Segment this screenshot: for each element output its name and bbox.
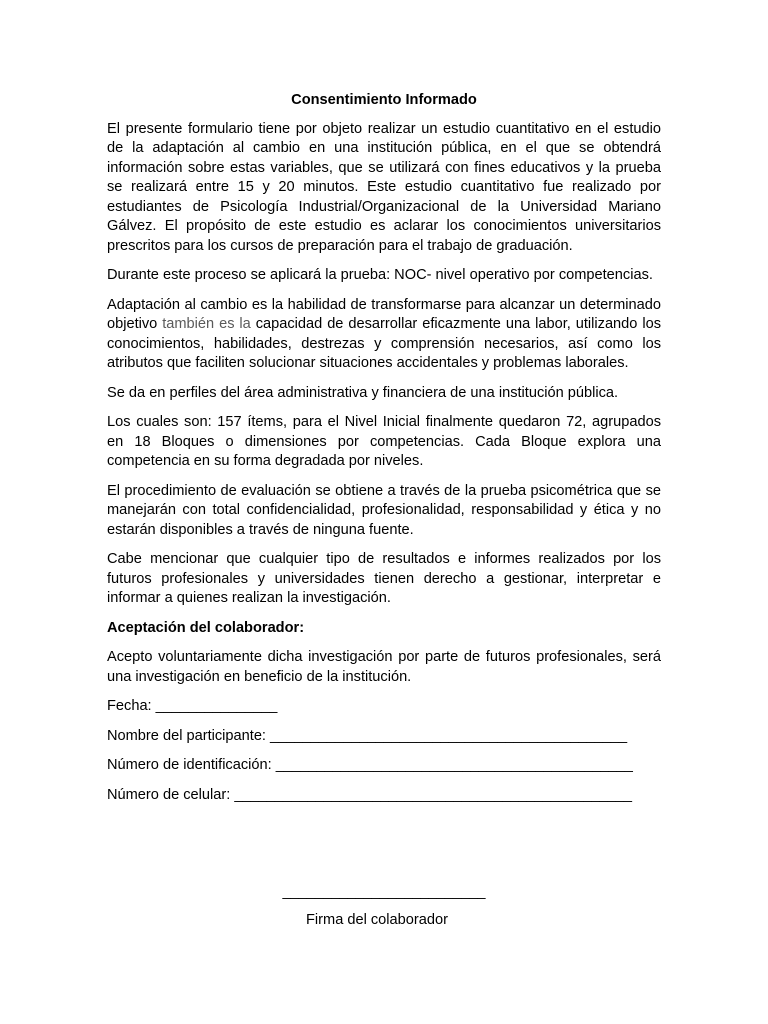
paragraph-items: Los cuales son: 157 ítems, para el Nivel Inicial finalmente quedaron 72, agrupados en 18 Bloques o dimensiones por competencias. Cada Bloque explora una competencia en su forma degradada por niveles. bbox=[107, 414, 661, 469]
acceptance-text: Acepto voluntariamente dicha investigación por parte de futuros profesionales, será una investigación en beneficio de la institución. bbox=[107, 649, 661, 685]
id-number-field[interactable]: Número de identificación: ____________________________________________ bbox=[107, 757, 633, 773]
paragraph-results: Cabe mencionar que cualquier tipo de resultados e informes realizados por los futuros profesionales y universidades tienen derecho a gestionar, interpretar e informar a quienes realizan la investigación. bbox=[107, 551, 661, 606]
participant-name-field[interactable]: Nombre del participante: ____________________________________________ bbox=[107, 727, 628, 744]
paragraph-procedure: El procedimiento de evaluación se obtiene a través de la prueba psicométrica que se manejarán con total confidencialidad, profesionalidad, responsabilidad y ética y no estarán disponibles a través de ninguna fuente. bbox=[107, 482, 661, 538]
phone-number-field[interactable]: Número de celular: _________________________________________________ bbox=[107, 786, 633, 803]
paragraph-profiles: Se da en perfiles del área administrativa y financiera de una institución pública. bbox=[107, 384, 619, 401]
signature-label: Firma del colaborador bbox=[306, 911, 448, 928]
signature-line[interactable]: _________________________ bbox=[282, 884, 486, 900]
paragraph-test: Durante este proceso se aplicará la prueba: NOC- nivel operativo por competencias. bbox=[107, 267, 653, 283]
paragraph-definition bbox=[107, 296, 661, 374]
date-field[interactable]: Fecha: _______________ bbox=[107, 698, 278, 714]
consent-document bbox=[107, 91, 661, 815]
signature-block bbox=[107, 883, 661, 930]
acceptance-heading: Aceptación del colaborador: bbox=[107, 619, 305, 636]
definition-text-start: Adaptación al cambio es la habilidad de transformarse para alcanzar un determinado objetivo bbox=[107, 296, 661, 332]
definition-text-highlight: también es la bbox=[162, 316, 251, 332]
definition-text-end: capacidad de desarrollar eficazmente una labor, utilizando los conocimientos, habilidades, destrezas y comprensión necesarios, así como los atributos que faciliten solucionar situaciones accidentales y problemas laborales. bbox=[107, 316, 661, 371]
document-title: Consentimiento Informado bbox=[291, 92, 477, 108]
paragraph-purpose: El presente formulario tiene por objeto realizar un estudio cuantitativo en el estudio de la adaptación al cambio en una institución pública, en el que se obtendrá información sobre estas variables, que se utilizará con fines educativos y la prueba se realizará entre 15 y 20 minutos. Este estudio cuantitativo fue realizado por estudiantes de Psicología Industrial/Organizacional de la Universidad Mariano Gálvez. El propósito de este estudio es aclarar los conocimientos universitarios prescritos para los cursos de preparación para el trabajo de graduación. bbox=[107, 120, 661, 254]
